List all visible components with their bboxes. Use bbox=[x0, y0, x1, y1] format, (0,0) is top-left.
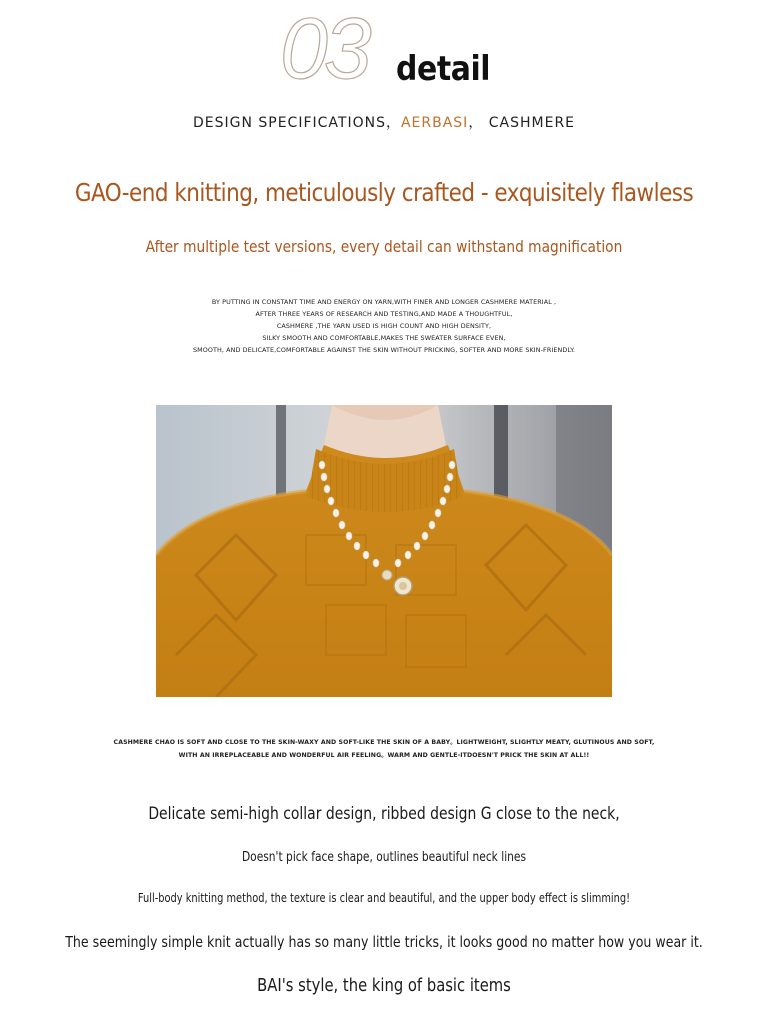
intro-line: CASHMERE ,THE YARN USED IS HIGH COUNT AND HIGH DENSITY, bbox=[276, 322, 492, 330]
specs-prefix: DESIGN SPECIFICATIONS， bbox=[192, 115, 401, 131]
caption-line: CASHMERE CHAO IS SOFT AND CLOSE TO THE SKIN-WAXY AND SOFT-LIKE THE SKIN OF A BABY。LIGHTWEIGHT, SLIGHTLY MEATY, GLUTINOUS AND SOFT, bbox=[113, 739, 655, 746]
brand-name: AERBASI bbox=[400, 115, 469, 131]
cashmere-caption bbox=[0, 736, 768, 762]
intro-line: BY PUTTING IN CONSTANT TIME AND ENERGY ON YARN,WITH FINER AND LONGER CASHMERE MATERIAL , bbox=[211, 298, 557, 306]
sweater-closeup-photo bbox=[156, 405, 612, 697]
section-title: detail bbox=[396, 49, 491, 89]
feature-basic-style: BAI's style, the king of basic items bbox=[257, 975, 511, 996]
section-number: 03 bbox=[280, 1, 368, 97]
intro-line: SMOOTH, AND DELICATE,COMFORTABLE AGAINST THE SKIN WITHOUT PRICKING, SOFTER AND MORE SKIN-FRIENDLY. bbox=[192, 346, 576, 354]
sweater-photo-illustration bbox=[156, 405, 612, 697]
feature-neckline: Doesn't pick face shape, outlines beautiful neck lines bbox=[241, 850, 527, 865]
design-specifications bbox=[0, 112, 768, 132]
intro-line: AFTER THREE YEARS OF RESEARCH AND TESTING,AND MADE A THOUGHTFUL, bbox=[255, 310, 513, 318]
feature-versatile: The seemingly simple knit actually has so many little tricks, it looks good no matter how you wear it. bbox=[65, 933, 703, 951]
subheadline: After multiple test versions, every detail can withstand magnification bbox=[145, 237, 623, 256]
headline: GAO-end knitting, meticulously crafted - exquisitely flawless bbox=[74, 178, 694, 207]
feature-collar: Delicate semi-high collar design, ribbed design G close to the neck, bbox=[148, 804, 620, 824]
caption-line: WITH AN IRREPLACEABLE AND WONDERFUL AIR FEELING。WARM AND GENTLE-ITDOESN'T PRICK THE SKIN AT ALL!! bbox=[178, 752, 590, 759]
feature-knitting: Full-body knitting method, the texture is clear and beautiful, and the upper body effect is slimming! bbox=[137, 891, 631, 905]
intro-paragraph bbox=[0, 296, 768, 356]
intro-line: SILKY SMOOTH AND COMFORTABLE,MAKES THE SWEATER SURFACE EVEN, bbox=[262, 334, 506, 342]
specs-suffix: ， CASHMERE bbox=[468, 115, 576, 131]
